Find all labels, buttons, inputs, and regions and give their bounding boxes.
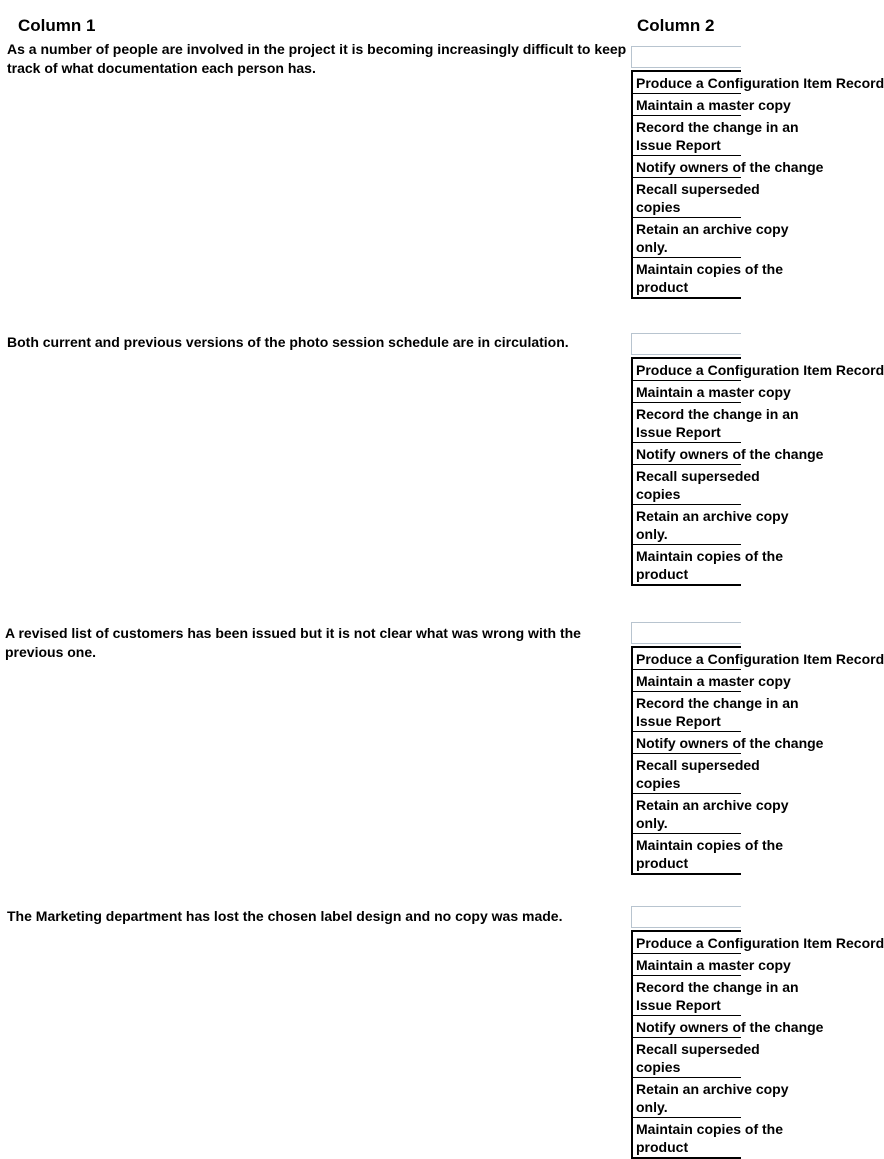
dropdown-selected-field[interactable] bbox=[631, 906, 741, 928]
option-recall-superseded-copies[interactable]: Recall superseded copies bbox=[633, 1038, 741, 1078]
column-2-heading: Column 2 bbox=[637, 16, 715, 35]
option-notify-owners[interactable]: Notify owners of the change bbox=[633, 732, 741, 754]
dropdown-option-list bbox=[631, 646, 884, 875]
option-configuration-item-record[interactable]: Produce a Configuration Item Record bbox=[633, 72, 741, 94]
option-record-change-issue-report[interactable]: Record the change in an Issue Report bbox=[633, 976, 741, 1016]
option-recall-superseded-copies[interactable]: Recall superseded copies bbox=[633, 465, 741, 505]
option-maintain-master-copy[interactable]: Maintain a master copy bbox=[633, 670, 741, 692]
option-maintain-copies-product[interactable]: Maintain copies of the product bbox=[636, 548, 784, 582]
option-recall-superseded-copies[interactable]: Recall superseded copies bbox=[633, 178, 741, 218]
option-configuration-item-record[interactable]: Produce a Configuration Item Record bbox=[633, 648, 741, 670]
dropdown-option-list bbox=[631, 930, 884, 1159]
column-1-heading: Column 1 bbox=[18, 16, 96, 35]
option-maintain-master-copy[interactable]: Maintain a master copy bbox=[633, 954, 741, 976]
dropdown-option-list bbox=[631, 70, 884, 299]
dropdown-selected-field[interactable] bbox=[631, 46, 741, 68]
option-configuration-item-record[interactable]: Produce a Configuration Item Record bbox=[633, 359, 741, 381]
scenario-1-text: As a number of people are involved in the project it is becoming increasingly difficult to keep track of what documentation each person has. bbox=[7, 41, 627, 76]
dropdown-option-list bbox=[631, 357, 884, 586]
scenario-3-text: A revised list of customers has been issued but it is not clear what was wrong with the previous one. bbox=[5, 625, 581, 660]
scenario-2-text: Both current and previous versions of the photo session schedule are in circulation. bbox=[7, 334, 569, 350]
option-maintain-copies-product[interactable]: Maintain copies of the product bbox=[636, 1121, 784, 1155]
scenario-4-dropdown[interactable] bbox=[631, 906, 884, 1159]
option-maintain-copies-product[interactable]: Maintain copies of the product bbox=[636, 261, 784, 295]
scenario-2-dropdown[interactable] bbox=[631, 333, 884, 586]
option-record-change-issue-report[interactable]: Record the change in an Issue Report bbox=[633, 116, 741, 156]
option-record-change-issue-report[interactable]: Record the change in an Issue Report bbox=[633, 403, 741, 443]
option-record-change-issue-report[interactable]: Record the change in an Issue Report bbox=[633, 692, 741, 732]
option-configuration-item-record[interactable]: Produce a Configuration Item Record bbox=[633, 932, 741, 954]
option-retain-archive-copy[interactable]: Retain an archive copy only. bbox=[633, 1078, 741, 1118]
option-retain-archive-copy[interactable]: Retain an archive copy only. bbox=[633, 218, 741, 258]
option-recall-superseded-copies[interactable]: Recall superseded copies bbox=[633, 754, 741, 794]
scenario-4-text: The Marketing department has lost the chosen label design and no copy was made. bbox=[7, 908, 563, 924]
option-notify-owners[interactable]: Notify owners of the change bbox=[633, 156, 741, 178]
option-maintain-copies-product[interactable]: Maintain copies of the product bbox=[636, 837, 784, 871]
option-maintain-master-copy[interactable]: Maintain a master copy bbox=[633, 381, 741, 403]
option-notify-owners[interactable]: Notify owners of the change bbox=[633, 443, 741, 465]
scenario-1-dropdown[interactable] bbox=[631, 46, 884, 299]
dropdown-selected-field[interactable] bbox=[631, 622, 741, 644]
option-retain-archive-copy[interactable]: Retain an archive copy only. bbox=[633, 794, 741, 834]
option-retain-archive-copy[interactable]: Retain an archive copy only. bbox=[633, 505, 741, 545]
option-notify-owners[interactable]: Notify owners of the change bbox=[633, 1016, 741, 1038]
option-maintain-master-copy[interactable]: Maintain a master copy bbox=[633, 94, 741, 116]
dropdown-selected-field[interactable] bbox=[631, 333, 741, 355]
scenario-3-dropdown[interactable] bbox=[631, 622, 884, 875]
